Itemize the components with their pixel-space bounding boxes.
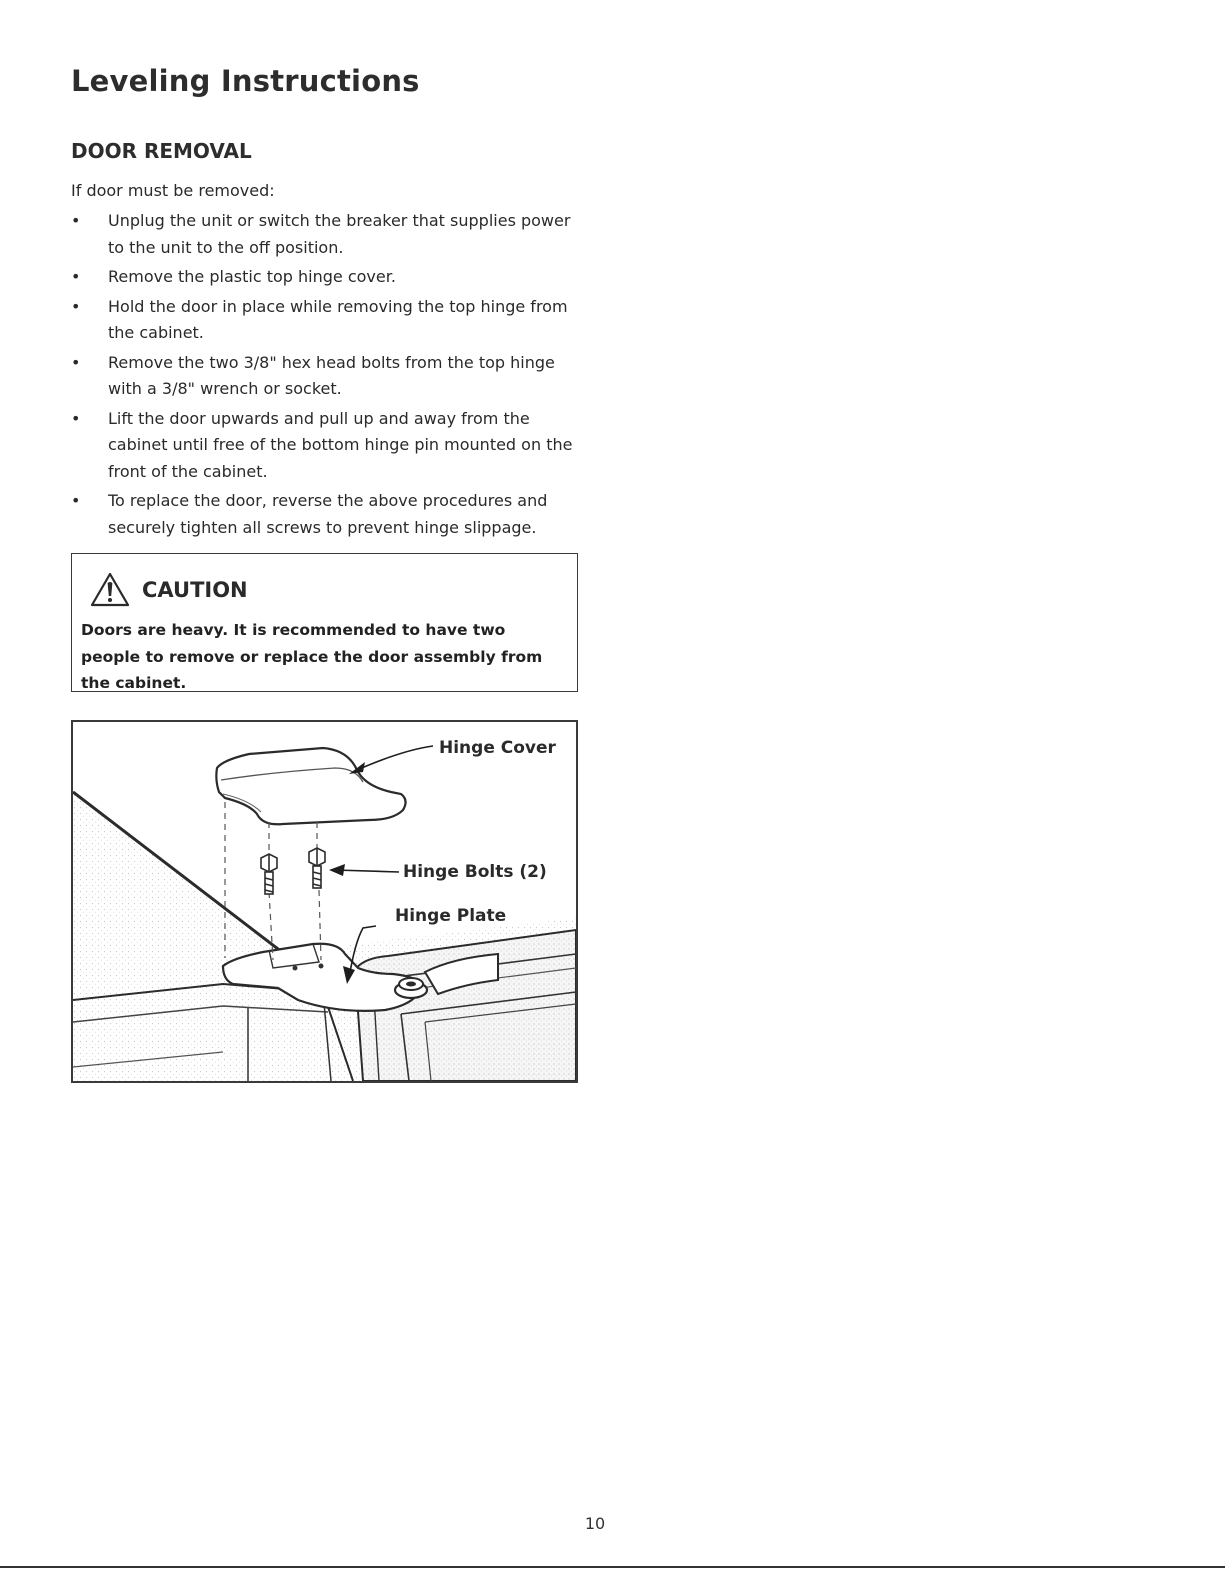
page-title: Leveling Instructions — [71, 64, 420, 98]
step-text: To replace the door, reverse the above procedures and securely tighten all screws to prevent hinge slippage. — [108, 491, 548, 537]
bullet-icon: • — [71, 267, 81, 286]
list-item — [71, 488, 591, 541]
step-text: Remove the two 3/8" hex head bolts from the top hinge with a 3/8" wrench or socket. — [108, 352, 555, 398]
section-heading: DOOR REMOVAL — [71, 139, 252, 163]
steps-list — [71, 208, 591, 544]
intro-text: If door must be removed: — [71, 181, 275, 200]
hinge-illustration — [73, 722, 576, 1081]
warning-triangle-icon — [90, 572, 130, 608]
list-item — [71, 294, 591, 347]
bullet-icon: • — [71, 211, 81, 230]
hinge-plate-label: Hinge Plate — [395, 906, 507, 926]
step-text: Hold the door in place while removing the top hinge from the cabinet. — [108, 296, 568, 342]
list-item — [71, 406, 591, 486]
bullet-icon: • — [71, 491, 81, 510]
step-text: Remove the plastic top hinge cover. — [108, 267, 396, 286]
step-text: Unplug the unit or switch the breaker that supplies power to the unit to the off position. — [108, 211, 571, 257]
bullet-icon: • — [71, 408, 81, 428]
bullet-icon: • — [71, 296, 81, 316]
caution-label: CAUTION — [142, 578, 248, 602]
caution-text: Doors are heavy. It is recommended to have two people to remove or replace the door assembly from the cabinet. — [81, 621, 543, 692]
bullet-icon: • — [71, 352, 81, 372]
step-text: Lift the door upwards and pull up and away from the cabinet until free of the bottom hinge pin mounted on the front of the cabinet. — [108, 408, 573, 481]
caution-box — [71, 553, 578, 692]
list-item — [71, 264, 591, 291]
hinge-bolts-label: Hinge Bolts (2) — [403, 862, 547, 882]
hinge-cover-label: Hinge Cover — [439, 738, 556, 758]
list-item — [71, 350, 591, 403]
caution-header — [90, 570, 248, 610]
page-number: 10 — [584, 1514, 606, 1533]
bottom-rule — [0, 1566, 1225, 1568]
list-item — [71, 208, 591, 261]
hinge-diagram — [71, 720, 578, 1083]
